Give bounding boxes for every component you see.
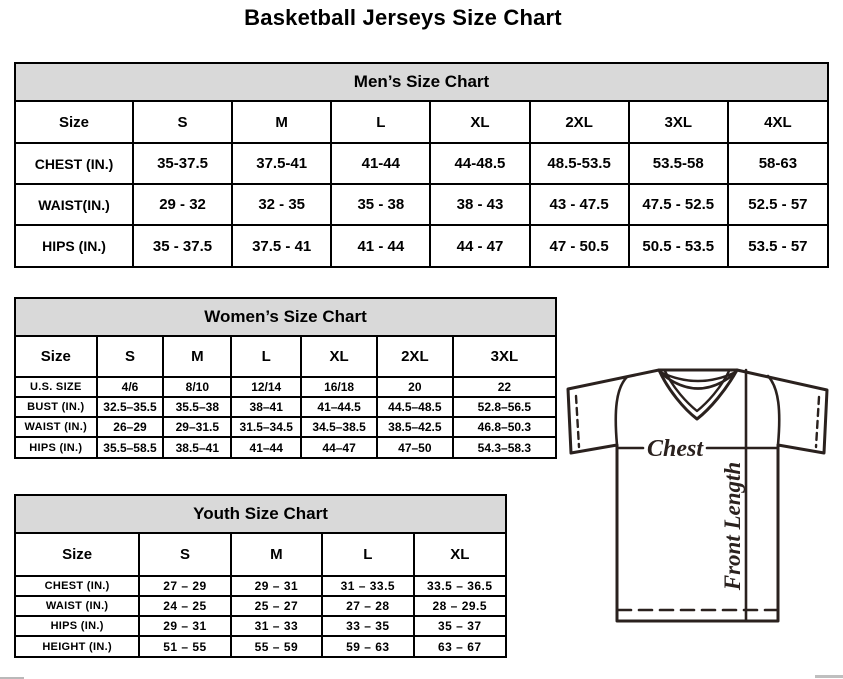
cell: 52.5 - 57 [728,184,827,225]
cell: 44–47 [301,437,377,457]
cell: 41–44.5 [301,397,377,417]
row-label: WAIST (IN.) [16,417,97,437]
cell: 33.5 – 36.5 [414,576,505,596]
cell: 41 - 44 [331,225,430,266]
cell: 53.5 - 57 [728,225,827,266]
jersey-outline [568,370,827,621]
cell: 24 – 25 [139,596,230,616]
cell: 32 - 35 [232,184,331,225]
row-label: HIPS (IN.) [16,225,133,266]
cell: 38 - 43 [430,184,529,225]
cell: 35 - 37.5 [133,225,232,266]
row-label: U.S. SIZE [16,377,97,397]
youth-size-chart-table [14,494,507,658]
cell: 35.5–58.5 [97,437,164,457]
table-row [16,636,505,656]
mens-chart-title: Men’s Size Chart [16,64,827,102]
cell: 35-37.5 [133,143,232,184]
column-header: S [133,102,232,143]
table-row [16,184,827,225]
table-row [16,576,505,596]
cell: 27 – 29 [139,576,230,596]
cell: 38–41 [231,397,301,417]
row-label: CHEST (IN.) [16,576,139,596]
cell: 50.5 - 53.5 [629,225,728,266]
cell: 20 [377,377,453,397]
column-header: 4XL [728,102,827,143]
row-label: BUST (IN.) [16,397,97,417]
cell: 12/14 [231,377,301,397]
cell: 63 – 67 [414,636,505,656]
horizontal-scrollbar-fragment-right[interactable] [815,675,843,678]
cell: 31 – 33 [231,616,322,636]
cell: 8/10 [163,377,231,397]
column-header: Size [62,546,93,563]
cell: 59 – 63 [322,636,413,656]
column-header: XL [414,534,505,576]
womens-chart-grid [16,337,555,457]
cell: 47 - 50.5 [530,225,629,266]
cell: 32.5–35.5 [97,397,164,417]
cell: 58-63 [728,143,827,184]
womens-chart-title: Women’s Size Chart [16,299,555,337]
cell: 38.5–42.5 [377,417,453,437]
page-title: Basketball Jerseys Size Chart [244,5,562,30]
table-row [16,616,505,636]
cell: 47–50 [377,437,453,457]
cell: 31.5–34.5 [231,417,301,437]
cell: 52.8–56.5 [453,397,555,417]
cell: 37.5-41 [232,143,331,184]
cell: 35 - 38 [331,184,430,225]
row-label: CHEST (IN.) [16,143,133,184]
column-header: M [231,534,322,576]
cell: 31 – 33.5 [322,576,413,596]
front-length-label: Front Length [720,461,745,591]
column-header: 3XL [629,102,728,143]
cell: 29 - 32 [133,184,232,225]
table-row [16,417,555,437]
cell: 55 – 59 [231,636,322,656]
table-row [16,437,555,457]
column-header: S [97,337,164,377]
column-header: XL [301,337,377,377]
row-label: HIPS (IN.) [16,437,97,457]
cell: 26–29 [97,417,164,437]
cell: 35.5–38 [163,397,231,417]
cell: 22 [453,377,555,397]
cell: 28 – 29.5 [414,596,505,616]
mens-chart-grid [16,102,827,266]
column-header: S [139,534,230,576]
cell: 51 – 55 [139,636,230,656]
mens-size-chart-table [14,62,829,268]
cell: 4/6 [97,377,164,397]
cell: 46.8–50.3 [453,417,555,437]
cell: 35 – 37 [414,616,505,636]
cell: 44 - 47 [430,225,529,266]
column-header: M [232,102,331,143]
table-row [16,596,505,616]
cell: 27 – 28 [322,596,413,616]
cell: 41-44 [331,143,430,184]
cell: 43 - 47.5 [530,184,629,225]
column-header: 2XL [530,102,629,143]
cell: 33 – 35 [322,616,413,636]
cell: 34.5–38.5 [301,417,377,437]
cell: 16/18 [301,377,377,397]
column-header: L [231,337,301,377]
column-header: Size [58,113,89,131]
cell: 25 – 27 [231,596,322,616]
cell: 53.5-58 [629,143,728,184]
cell: 29 – 31 [139,616,230,636]
row-label: WAIST (IN.) [16,596,139,616]
row-label: WAIST(IN.) [16,184,133,225]
column-header: M [163,337,231,377]
youth-chart-grid [16,534,505,656]
column-header: Size [40,348,71,365]
column-header: XL [430,102,529,143]
cell: 44.5–48.5 [377,397,453,417]
column-header: 3XL [453,337,555,377]
row-label: HEIGHT (IN.) [16,636,139,656]
cell: 47.5 - 52.5 [629,184,728,225]
cell: 29 – 31 [231,576,322,596]
table-row [16,397,555,417]
row-label: HIPS (IN.) [16,616,139,636]
cell: 41–44 [231,437,301,457]
chest-label: Chest [646,436,704,462]
womens-size-chart-table [14,297,557,459]
column-header: 2XL [377,337,453,377]
table-row [16,225,827,266]
table-row [16,377,555,397]
cell: 38.5–41 [163,437,231,457]
table-row [16,143,827,184]
cell: 48.5-53.5 [530,143,629,184]
column-header: L [331,102,430,143]
cell: 44-48.5 [430,143,529,184]
cell: 29–31.5 [163,417,231,437]
column-header: L [322,534,413,576]
cell: 54.3–58.3 [453,437,555,457]
cell: 37.5 - 41 [232,225,331,266]
youth-chart-title: Youth Size Chart [16,496,505,534]
jersey-measurement-diagram [556,356,843,628]
